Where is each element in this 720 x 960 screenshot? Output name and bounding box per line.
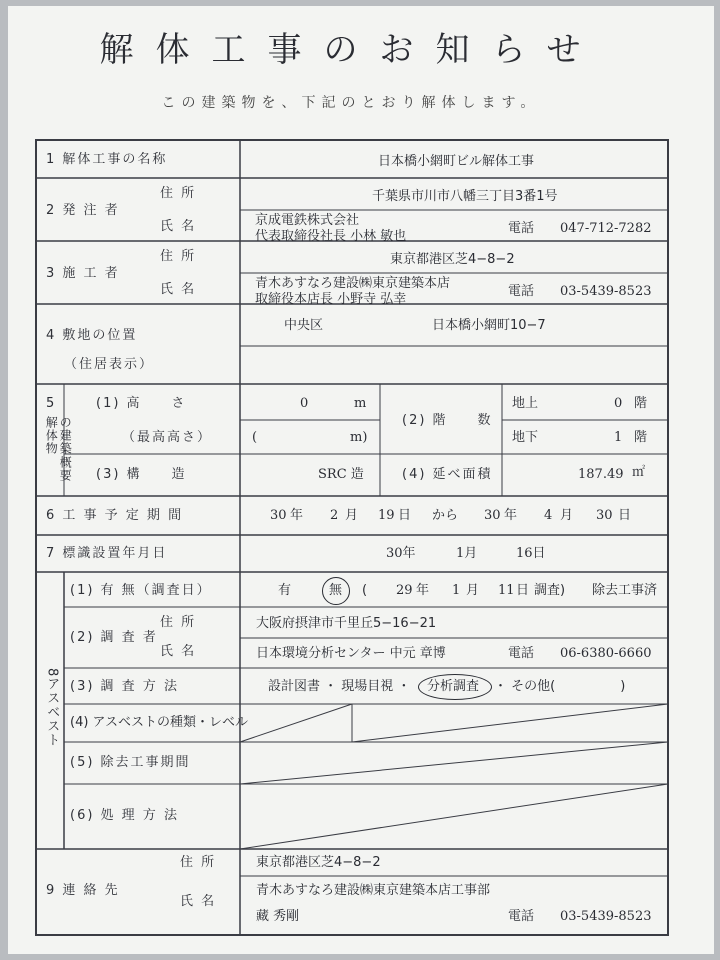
surveyor-tel: 06-6380-6660 [560,646,652,661]
notice-subtitle: この建築物を、下記のとおり解体します。 [161,95,541,111]
removal-period-label: (5) 除去工事期間 [70,755,191,770]
orderer-address-label: 住 所 [160,186,197,201]
survey-method-options: 設計図書 ・ 現場目視 ・ [268,679,411,694]
max-height-open: ( [252,430,258,445]
survey-year: 29 [396,583,413,598]
contractor-address-label: 住 所 [160,249,197,264]
contractor-representative: 取締役本店長 小野寺 弘幸 [255,292,407,307]
row6-label: 6 工 事 予 定 期 間 [46,508,184,523]
orderer-address: 千葉県市川市八幡三丁目3番1号 [372,189,558,204]
asbestos-section-label: 8アスベスト [44,668,60,748]
surveyor-tel-label: 電話 [508,646,535,661]
row5-vertical-label-1: 解体物 [44,416,59,455]
start-day-unit: 日 [398,508,412,523]
contact-company: 青木あすなろ建設㈱東京建築本店工事部 [256,883,491,898]
period-from: から [432,508,459,523]
survey-day: 11 [498,583,515,598]
surveyor-address-label: 住 所 [160,615,197,630]
start-year-unit: 年 [290,508,304,523]
height-unit: m [354,396,367,411]
survey-day-unit: 日 [516,583,530,598]
demolition-project-name: 日本橋小網町ビル解体工事 [378,154,535,169]
surveyor-address: 大阪府摂津市千里丘5−16−21 [256,616,437,631]
end-day: 30 [596,508,613,523]
row4-label: 4 敷地の位置 [46,328,138,343]
row3-label: 3 施 工 者 [46,266,120,281]
contact-tel-label: 電話 [508,909,535,924]
survey-date-open: ( [362,583,368,598]
end-day-unit: 日 [618,508,632,523]
orderer-representative: 代表取締役社長 小林 敏也 [255,229,407,244]
row1-label: 1 解体工事の名称 [46,152,168,167]
asbestos-presence-label: (1) 有 無（調査日） [70,583,212,598]
survey-year-unit: 年 [416,583,430,598]
end-month-unit: 月 [560,508,574,523]
row5-number: 5 [46,396,55,411]
contact-name-label: 氏 名 [180,894,217,909]
height-value: 0 [300,396,309,411]
orderer-company: 京成電鉄株式会社 [255,213,360,228]
below-ground-label: 地下 [512,430,539,445]
start-year: 30 [270,508,287,523]
survey-method-other: ・ その他( ) [494,679,626,694]
contact-person: 藏 秀剛 [256,909,300,924]
survey-month-unit: 月 [466,583,480,598]
survey-method-label: (3) 調 査 方 法 [70,679,179,694]
asbestos-absent-option: 無 [329,583,343,598]
end-month: 4 [544,508,553,523]
contractor-company: 青木あすなろ建設㈱東京建築本店 [255,276,451,291]
above-ground-label: 地上 [512,396,539,411]
site-town: 日本橋小網町10−7 [432,318,546,333]
floor-area-label: (4) 延べ面積 [402,467,493,482]
floor-area-value: 187.49 [578,467,624,482]
sign-month: 1月 [456,546,478,561]
row4-sublabel: （住居表示） [64,357,155,372]
below-ground-floors: 1 [614,430,623,445]
row5-vertical-label-2: の建築 [58,416,73,455]
contact-tel: 03-5439-8523 [560,909,652,924]
floor-area-unit: ㎡ [632,465,646,480]
disposal-method-label: (6) 処 理 方 法 [70,808,179,823]
contractor-tel-label: 電話 [508,284,535,299]
site-ward: 中央区 [284,318,324,333]
max-height-unit: m) [350,430,368,445]
removal-completed: 除去工事済 [592,583,658,598]
surveyor-label: (2) 調 査 者 [70,630,158,645]
above-floor-unit: 階 [634,396,648,411]
orderer-tel-label: 電話 [508,221,535,236]
survey-month: 1 [452,583,461,598]
surveyor-name: 日本環境分析センター 中元 章博 [256,646,446,661]
contact-address: 東京都港区芝4−8−2 [256,855,381,870]
contractor-address: 東京都港区芝4−8−2 [390,252,515,267]
structure-label: (3) 構 造 [96,467,187,482]
max-height-label: （最高高さ） [122,430,213,445]
start-day: 19 [378,508,395,523]
above-ground-floors: 0 [614,396,623,411]
start-month: 2 [330,508,339,523]
row9-label: 9 連 絡 先 [46,883,120,898]
orderer-tel: 047-712-7282 [560,221,652,236]
asbestos-present-option: 有 [278,583,292,598]
row5-vertical-label-3: 概要 [58,456,73,482]
row7-label: 7 標識設置年月日 [46,546,168,561]
start-month-unit: 月 [345,508,359,523]
structure-value: SRC 造 [318,467,364,482]
end-year: 30 [484,508,501,523]
row2-label: 2 発 注 者 [46,203,120,218]
asbestos-type-label: (4) アスベストの種類・レベル [70,715,249,730]
contractor-name-label: 氏 名 [160,282,197,297]
below-floor-unit: 階 [634,430,648,445]
floors-label: (2) 階 数 [402,413,493,428]
notice-title: 解体工事のお知らせ [99,30,603,70]
sign-day: 16日 [516,546,546,561]
contractor-tel: 03-5439-8523 [560,284,652,299]
contact-address-label: 住 所 [180,855,217,870]
survey-suffix: 調査) [534,583,566,598]
survey-method-analysis: 分析調査 [427,679,480,694]
end-year-unit: 年 [504,508,518,523]
sign-year: 30年 [386,546,416,561]
orderer-name-label: 氏 名 [160,219,197,234]
height-label: (1) 高 さ [96,396,187,411]
surveyor-name-label: 氏 名 [160,644,197,659]
